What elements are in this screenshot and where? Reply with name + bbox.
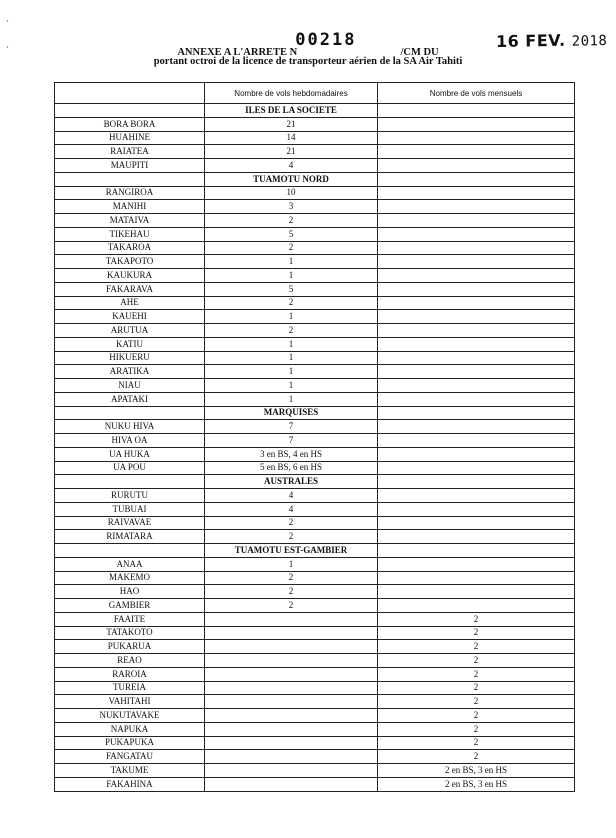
- island-cell: ANAA: [55, 557, 205, 571]
- monthly-flights-cell: [378, 516, 575, 530]
- date-stamp-year: 2018: [571, 33, 608, 50]
- table-row: [55, 530, 575, 544]
- table-row: [55, 200, 575, 214]
- table-row: [55, 585, 575, 599]
- weekly-flights-cell: 1: [205, 269, 378, 283]
- island-cell: MANIHI: [55, 200, 205, 214]
- section-row: [55, 172, 575, 186]
- weekly-flights-cell: [205, 626, 378, 640]
- weekly-flights-cell: 3: [205, 200, 378, 214]
- monthly-flights-cell: [378, 392, 575, 406]
- weekly-flights-cell: 2: [205, 324, 378, 338]
- monthly-flights-cell: [378, 365, 575, 379]
- date-stamp: [496, 30, 608, 51]
- section-title: ILES DE LA SOCIETE: [205, 104, 378, 118]
- weekly-flights-cell: 5: [205, 282, 378, 296]
- monthly-flights-cell: 2 en BS, 3 en HS: [378, 764, 575, 778]
- weekly-flights-cell: 1: [205, 379, 378, 393]
- table-row: [55, 750, 575, 764]
- weekly-flights-cell: [205, 736, 378, 750]
- monthly-flights-cell: 2: [378, 626, 575, 640]
- island-cell: RANGIROA: [55, 186, 205, 200]
- monthly-flights-cell: [378, 117, 575, 131]
- island-cell: RIMATARA: [55, 530, 205, 544]
- table-row: [55, 736, 575, 750]
- table-row: [55, 159, 575, 173]
- island-cell: RAIATEA: [55, 145, 205, 159]
- monthly-flights-cell: [378, 420, 575, 434]
- weekly-flights-cell: [205, 654, 378, 668]
- monthly-flights-cell: [378, 599, 575, 613]
- table-row: [55, 654, 575, 668]
- monthly-flights-cell: [378, 200, 575, 214]
- table-row: [55, 392, 575, 406]
- island-cell: KAUKURA: [55, 269, 205, 283]
- monthly-flights-cell: [378, 241, 575, 255]
- flights-table-body: [55, 83, 575, 792]
- table-header-row: [55, 83, 575, 104]
- island-cell: REAO: [55, 654, 205, 668]
- monthly-flights-cell: [378, 379, 575, 393]
- weekly-flights-cell: [205, 612, 378, 626]
- monthly-flights-cell: 2: [378, 681, 575, 695]
- monthly-flights-cell: [378, 255, 575, 269]
- flights-table: [54, 82, 575, 792]
- island-cell: TUREIA: [55, 681, 205, 695]
- weekly-flights-cell: [205, 722, 378, 736]
- section-title: TUAMOTU NORD: [205, 172, 378, 186]
- island-cell: APATAKI: [55, 392, 205, 406]
- island-cell: TAKAROA: [55, 241, 205, 255]
- island-cell: HIKUERU: [55, 351, 205, 365]
- weekly-flights-cell: 21: [205, 117, 378, 131]
- monthly-flights-cell: [378, 557, 575, 571]
- monthly-flights-cell: [378, 282, 575, 296]
- monthly-flights-cell: [378, 324, 575, 338]
- section-empty-cell: [55, 544, 205, 558]
- island-cell: TAKAPOTO: [55, 255, 205, 269]
- weekly-flights-cell: 1: [205, 351, 378, 365]
- monthly-flights-cell: 2 en BS, 3 en HS: [378, 777, 575, 791]
- island-cell: RURUTU: [55, 489, 205, 503]
- table-row: [55, 599, 575, 613]
- island-cell: FAAITE: [55, 612, 205, 626]
- monthly-flights-cell: [378, 310, 575, 324]
- table-row: [55, 709, 575, 723]
- monthly-flights-cell: [378, 227, 575, 241]
- monthly-flights-cell: 2: [378, 695, 575, 709]
- weekly-flights-cell: 2: [205, 585, 378, 599]
- weekly-flights-cell: [205, 709, 378, 723]
- monthly-flights-cell: [378, 447, 575, 461]
- island-cell: AHE: [55, 296, 205, 310]
- island-cell: TATAKOTO: [55, 626, 205, 640]
- table-row: [55, 571, 575, 585]
- island-cell: TUBUAI: [55, 502, 205, 516]
- table-row: [55, 241, 575, 255]
- table-row: [55, 310, 575, 324]
- monthly-flights-cell: [378, 214, 575, 228]
- island-cell: ARUTUA: [55, 324, 205, 338]
- section-row: [55, 475, 575, 489]
- table-row: [55, 186, 575, 200]
- monthly-flights-cell: [378, 186, 575, 200]
- weekly-flights-cell: 5: [205, 227, 378, 241]
- island-cell: PUKAPUKA: [55, 736, 205, 750]
- monthly-flights-cell: 2: [378, 640, 575, 654]
- table-row: [55, 489, 575, 503]
- island-cell: UA HUKA: [55, 447, 205, 461]
- island-cell: KAUEHI: [55, 310, 205, 324]
- table-row: [55, 337, 575, 351]
- island-cell: FAKARAVA: [55, 282, 205, 296]
- section-row: [55, 544, 575, 558]
- monthly-flights-cell: [378, 502, 575, 516]
- monthly-flights-cell: [378, 269, 575, 283]
- weekly-flights-cell: 2: [205, 516, 378, 530]
- island-cell: VAHITAHI: [55, 695, 205, 709]
- island-cell: RAROIA: [55, 667, 205, 681]
- section-empty-cell: [55, 475, 205, 489]
- weekly-flights-cell: [205, 764, 378, 778]
- island-cell: BORA BORA: [55, 117, 205, 131]
- weekly-flights-cell: 2: [205, 214, 378, 228]
- weekly-flights-cell: 4: [205, 159, 378, 173]
- island-cell: TIKEHAU: [55, 227, 205, 241]
- section-empty-cell: [55, 406, 205, 420]
- table-row: [55, 131, 575, 145]
- island-cell: RAIVAVAE: [55, 516, 205, 530]
- island-cell: PUKARUA: [55, 640, 205, 654]
- monthly-flights-cell: 2: [378, 736, 575, 750]
- weekly-flights-cell: 2: [205, 241, 378, 255]
- weekly-flights-cell: [205, 695, 378, 709]
- island-cell: NAPUKA: [55, 722, 205, 736]
- table-row: [55, 351, 575, 365]
- island-cell: NUKUTAVAKE: [55, 709, 205, 723]
- weekly-flights-cell: 10: [205, 186, 378, 200]
- island-cell: GAMBIER: [55, 599, 205, 613]
- header-cell-monthly: Nombre de vols mensuels: [378, 83, 575, 104]
- header-cell-weekly: Nombre de vols hebdomadaires: [205, 83, 378, 104]
- weekly-flights-cell: [205, 667, 378, 681]
- section-empty-cell: [378, 544, 575, 558]
- monthly-flights-cell: 2: [378, 750, 575, 764]
- island-cell: NIAU: [55, 379, 205, 393]
- table-row: [55, 695, 575, 709]
- date-stamp-day-month: 16 FEV.: [495, 30, 566, 51]
- table-row: [55, 255, 575, 269]
- island-cell: HIVA OA: [55, 434, 205, 448]
- island-cell: FAKAHINA: [55, 777, 205, 791]
- title-suffix: /CM DU: [400, 47, 439, 58]
- title-line-2: portant octroi de la licence de transporteur aérien de la SA Air Tahiti: [153, 56, 463, 67]
- island-cell: KATIU: [55, 337, 205, 351]
- table-row: [55, 324, 575, 338]
- weekly-flights-cell: 5 en BS, 6 en HS: [205, 461, 378, 475]
- island-cell: HUAHINE: [55, 131, 205, 145]
- weekly-flights-cell: [205, 750, 378, 764]
- section-empty-cell: [55, 104, 205, 118]
- monthly-flights-cell: [378, 296, 575, 310]
- weekly-flights-cell: 1: [205, 255, 378, 269]
- weekly-flights-cell: [205, 681, 378, 695]
- island-cell: MAKEMO: [55, 571, 205, 585]
- table-row: [55, 117, 575, 131]
- weekly-flights-cell: 2: [205, 530, 378, 544]
- weekly-flights-cell: 3 en BS, 4 en HS: [205, 447, 378, 461]
- table-row: [55, 296, 575, 310]
- monthly-flights-cell: [378, 337, 575, 351]
- section-empty-cell: [378, 104, 575, 118]
- monthly-flights-cell: [378, 351, 575, 365]
- table-row: [55, 764, 575, 778]
- section-empty-cell: [378, 172, 575, 186]
- monthly-flights-cell: [378, 434, 575, 448]
- island-cell: MATAIVA: [55, 214, 205, 228]
- table-row: [55, 640, 575, 654]
- weekly-flights-cell: 21: [205, 145, 378, 159]
- weekly-flights-cell: 1: [205, 365, 378, 379]
- weekly-flights-cell: [205, 777, 378, 791]
- table-row: [55, 227, 575, 241]
- table-row: [55, 681, 575, 695]
- weekly-flights-cell: 7: [205, 434, 378, 448]
- weekly-flights-cell: [205, 640, 378, 654]
- table-row: [55, 379, 575, 393]
- section-empty-cell: [378, 406, 575, 420]
- monthly-flights-cell: 2: [378, 654, 575, 668]
- island-cell: NUKU HIVA: [55, 420, 205, 434]
- weekly-flights-cell: 1: [205, 557, 378, 571]
- scan-specks: · ·: [6, 16, 9, 52]
- table-row: [55, 434, 575, 448]
- weekly-flights-cell: 1: [205, 392, 378, 406]
- table-row: [55, 365, 575, 379]
- table-row: [55, 557, 575, 571]
- weekly-flights-cell: 1: [205, 310, 378, 324]
- monthly-flights-cell: 2: [378, 709, 575, 723]
- table-row: [55, 447, 575, 461]
- monthly-flights-cell: 2: [378, 612, 575, 626]
- monthly-flights-cell: [378, 461, 575, 475]
- header-cell-island: [55, 83, 205, 104]
- table-row: [55, 626, 575, 640]
- weekly-flights-cell: 4: [205, 489, 378, 503]
- weekly-flights-cell: 2: [205, 599, 378, 613]
- table-row: [55, 420, 575, 434]
- weekly-flights-cell: 2: [205, 296, 378, 310]
- monthly-flights-cell: 2: [378, 667, 575, 681]
- weekly-flights-cell: 2: [205, 571, 378, 585]
- island-cell: ARATIKA: [55, 365, 205, 379]
- section-title: AUSTRALES: [205, 475, 378, 489]
- table-row: [55, 145, 575, 159]
- table-row: [55, 461, 575, 475]
- table-row: [55, 722, 575, 736]
- monthly-flights-cell: 2: [378, 722, 575, 736]
- monthly-flights-cell: [378, 530, 575, 544]
- section-title: TUAMOTU EST-GAMBIER: [205, 544, 378, 558]
- table-row: [55, 777, 575, 791]
- weekly-flights-cell: 4: [205, 502, 378, 516]
- weekly-flights-cell: 7: [205, 420, 378, 434]
- weekly-flights-cell: 14: [205, 131, 378, 145]
- island-cell: FANGATAU: [55, 750, 205, 764]
- section-row: [55, 104, 575, 118]
- table-row: [55, 612, 575, 626]
- table-row: [55, 282, 575, 296]
- table-row: [55, 667, 575, 681]
- island-cell: TAKUME: [55, 764, 205, 778]
- monthly-flights-cell: [378, 489, 575, 503]
- table-row: [55, 516, 575, 530]
- title-prefix: ANNEXE A L'ARRETE N: [177, 47, 298, 58]
- monthly-flights-cell: [378, 585, 575, 599]
- monthly-flights-cell: [378, 145, 575, 159]
- weekly-flights-cell: 1: [205, 337, 378, 351]
- monthly-flights-cell: [378, 571, 575, 585]
- table-row: [55, 269, 575, 283]
- section-empty-cell: [55, 172, 205, 186]
- island-cell: HAO: [55, 585, 205, 599]
- table-row: [55, 502, 575, 516]
- island-cell: UA POU: [55, 461, 205, 475]
- table-row: [55, 214, 575, 228]
- decree-number-stamp: 00218: [295, 30, 357, 50]
- monthly-flights-cell: [378, 131, 575, 145]
- monthly-flights-cell: [378, 159, 575, 173]
- section-row: [55, 406, 575, 420]
- section-empty-cell: [378, 475, 575, 489]
- island-cell: MAUPITI: [55, 159, 205, 173]
- section-title: MARQUISES: [205, 406, 378, 420]
